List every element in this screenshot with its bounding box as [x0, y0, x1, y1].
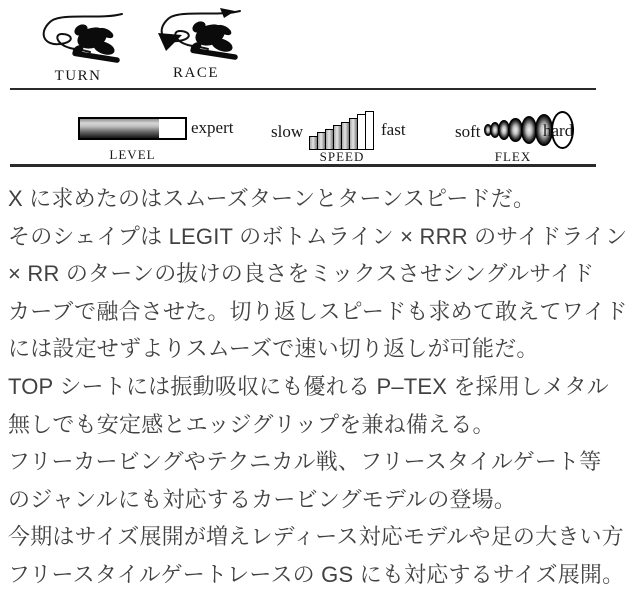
- description-line: × RR のターンの抜けの良さをミックスさせシングルサイド: [8, 261, 595, 287]
- flex-max-label: hard: [543, 121, 574, 140]
- description-line: そのシェイプは LEGIT のボトムライン × RRR のサイドライン: [8, 223, 628, 249]
- turn-carve-track-icon: [26, 8, 130, 66]
- flex-caption: FLEX: [494, 149, 532, 164]
- description-line: フリーカービングやテクニカル戦、フリースタイルゲート等: [8, 449, 602, 475]
- level-meter: [78, 117, 187, 140]
- race-label: RACE: [172, 65, 219, 81]
- description-line: フリースタイルゲートレースの GS にも対応するサイズ展開。: [8, 561, 625, 587]
- product-description: [8, 180, 634, 594]
- speed-max-label: fast: [381, 120, 406, 139]
- speed-caption: SPEED: [319, 149, 365, 164]
- turn-label: TURN: [54, 68, 102, 84]
- description-line: X に求めたのはスムーズターンとターンスピードだ。: [8, 186, 536, 211]
- discipline-turn: [26, 8, 130, 85]
- divider-top: [10, 88, 596, 90]
- flex-ellipses: [484, 110, 544, 150]
- description-line: には設定せずよりスムーズで速い切り返しが可能だ。: [8, 336, 539, 362]
- speed-min-label: slow: [271, 122, 304, 141]
- race-flag-large: [158, 33, 182, 51]
- speed-bars: [309, 111, 379, 150]
- description-line: 今期はサイズ展開が増えレディース対応モデルや足の大きい方: [8, 524, 624, 550]
- description-line: のジャンルにも対応するカービングモデルの登場。: [8, 486, 517, 512]
- level-value-label: expert: [191, 118, 234, 137]
- description-line: TOP シートには振動吸収にも優れる P–TEX を採用しメタル: [8, 373, 609, 399]
- discipline-race: [144, 5, 248, 82]
- race-gates-track-icon: [144, 5, 248, 63]
- level-caption: LEVEL: [109, 147, 156, 162]
- level-meter-fill: [80, 119, 159, 138]
- speed-bar-segment: [365, 111, 374, 150]
- flex-min-label: soft: [455, 122, 481, 141]
- divider-bottom: [10, 164, 596, 167]
- description-line: カーブで融合させた。切り返しスピードも求めて敢えてワイド: [8, 298, 628, 324]
- description-line: 無しでも安定感とエッジグリップを兼ね備える。: [8, 411, 495, 437]
